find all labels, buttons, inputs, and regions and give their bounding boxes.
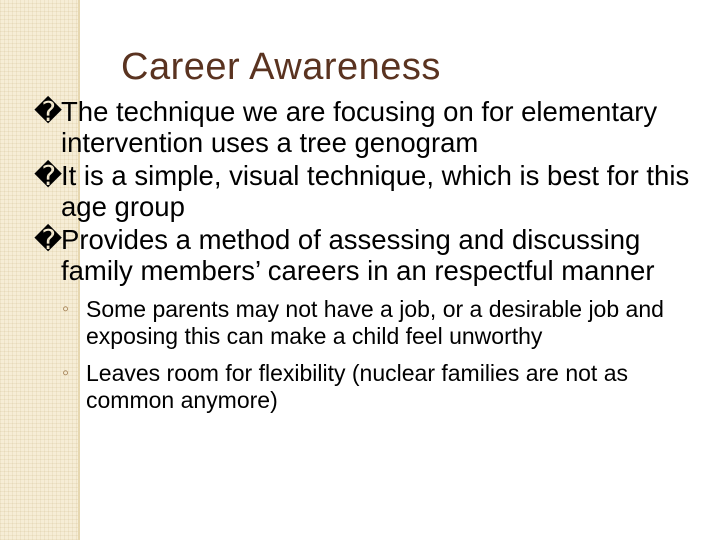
- bullet-marker-icon: �: [34, 160, 63, 191]
- sub-bullet-text: Some parents may not have a job, or a desirable job and exposing this can make a child feel unworthy: [86, 296, 664, 349]
- bullet-marker-icon: �: [34, 96, 63, 127]
- bullet-text: Provides a method of assessing and discussing family members’ careers in an respectful manner: [61, 224, 655, 286]
- sub-bullet-marker-icon: ◦: [62, 362, 70, 384]
- sub-bullet-item: [34, 296, 714, 350]
- sub-bullet-item: [34, 360, 714, 414]
- bullet-list: [34, 96, 714, 414]
- sub-bullet-text: Leaves room for flexibility (nuclear families are not as common anymore): [86, 360, 629, 413]
- bullet-marker-icon: �: [34, 224, 63, 255]
- bullet-item: [34, 160, 714, 222]
- bullet-item: [34, 224, 714, 286]
- bullet-item: [34, 96, 714, 158]
- bullet-text: The technique we are focusing on for elementary intervention uses a tree genogram: [61, 96, 658, 158]
- slide-title: Career Awareness: [121, 46, 441, 88]
- bullet-text: It is a simple, visual technique, which is best for this age group: [61, 160, 690, 222]
- sub-bullet-marker-icon: ◦: [62, 298, 70, 320]
